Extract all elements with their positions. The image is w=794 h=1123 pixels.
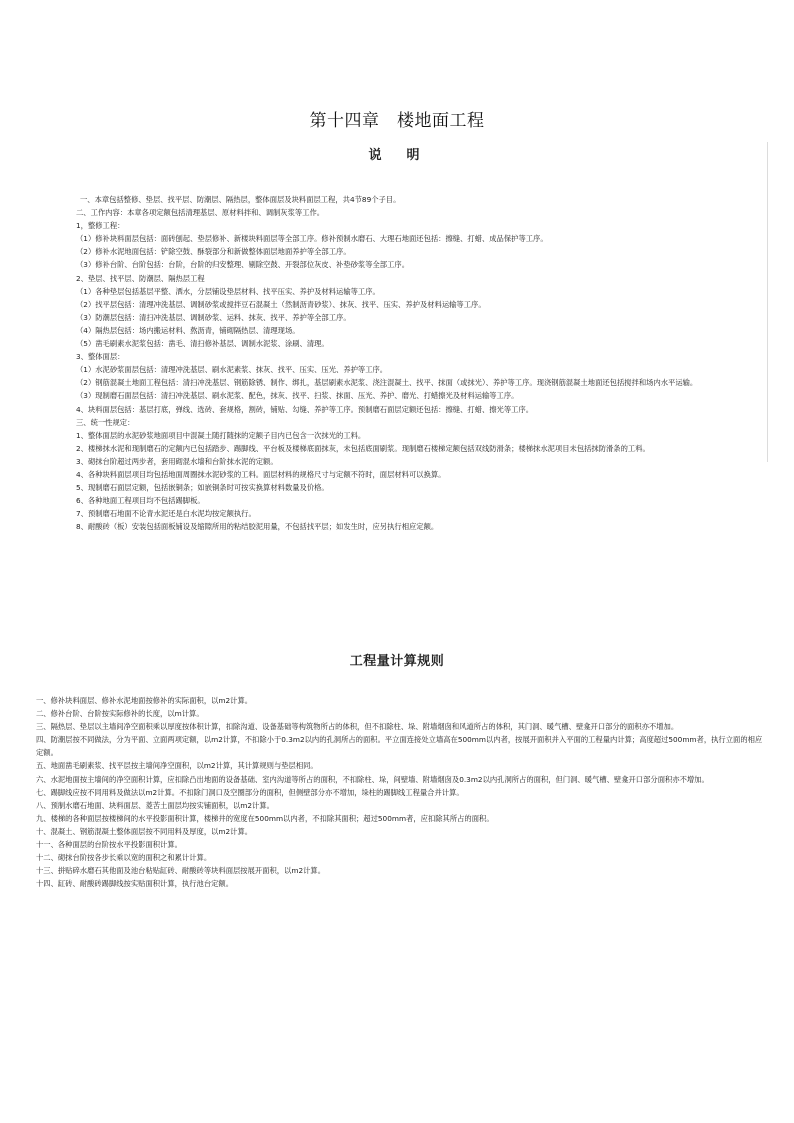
description-line: 7、预制磨石地面不论青水泥还是白水泥均按定额执行。 bbox=[76, 509, 256, 519]
description-line: 2、楼梯抹水泥和现制磨石的定额内已包括踏步、踢脚线、平台板及楼梯底面抹灰，未包括底面刷浆。现制磨石楼梯定额包括双线防滑条；楼梯抹水泥项目未包括抹防滑条的工料。 bbox=[76, 443, 650, 453]
description-line: 三、统一性规定： bbox=[76, 417, 135, 427]
rule-line: 七、踢脚线应按不同用料及做法以m2计算。不扣除门洞口及空圈部分的面积，但侧壁部分亦不增加，垛柱的踢脚线工程量合并计算。 bbox=[36, 787, 464, 797]
rule-line: 十一、各种面层的台阶按水平投影面积计算。 bbox=[36, 840, 182, 850]
description-line: （3）现制磨石面层包括：清扫冲洗基层、刷水泥浆、配色，抹灰、找平、扫浆、抹面、压光、养护、磨光、打蜡擦光及材料运输等工序。 bbox=[76, 391, 519, 401]
description-body bbox=[76, 193, 794, 533]
description-line: （3）防潮层包括：清扫冲洗基层、调制砂浆、运料、抹灰、找平、养护等全部工序。 bbox=[76, 312, 351, 322]
rules-heading: 工程量计算规则 bbox=[349, 654, 445, 669]
description-line: 3、砌抹台阶超过两步者，套用砌混水墙和台阶抹水泥的定额。 bbox=[76, 456, 278, 466]
description-line: （4）隔热层包括：场内搬运材料、熬沥青，铺砌隔热层、清理现场。 bbox=[76, 325, 300, 335]
description-line: 4、块料面层包括：基层打底，弹线、选砖、套规格，割砖，铺贴、勾缝、养护等工序。预制磨石面层定额还包括：擦缝、打蜡、擦光等工序。 bbox=[76, 404, 534, 414]
rule-line: 十二、砌抹台阶按各步长乘以宽的面积之和累计计算。 bbox=[36, 853, 212, 863]
rule-line: 三、隔热层、垫层以主墙间净空面积乘以厚度按体积计算，扣除沟道、设备基础等构筑物所占的体积，但不扣除柱、垛、附墙烟囱和风道所占的体积，其门洞、暖气槽、壁龛开口部分的面积亦不增加。 bbox=[36, 722, 679, 732]
rule-line: 六、水泥地面按主墙间的净空面积计算，应扣除凸出地面的设备基础、室内沟道等所占的面积，不扣除柱、垛，间壁墙、附墙烟囱及0.3m2以内孔洞所占的面积，但门洞、暖气槽、壁龛开口部分面积亦不增加。 bbox=[36, 774, 709, 784]
description-line: 8、耐酸砖（板）安装包括面板铺设及缩隙所用的粘结胶泥用量，不包括找平层；如发生时，应另执行相应定额。 bbox=[76, 522, 439, 532]
description-line: （1）修补块料面层包括：面砖刨起、垫层修补、新楼块料面层等全部工序。修补预制水磨石、大理石地面还包括：擦缝、打蜡、成品保护等工序。 bbox=[76, 234, 548, 244]
rule-line: 一、修补块料面层、修补水泥地面按修补的实际面积，以m2计算。 bbox=[36, 696, 253, 705]
description-line: （3）修补台阶、台阶包括：台阶，台阶的归安整理、剔除空鼓、开裂部位灰皮、补垫砂浆等全部工序。 bbox=[76, 260, 409, 270]
description-line: （2）找平层包括：清理冲洗基层、调制砂浆或搅拌豆石混凝土（然制沥青砂浆）、抹灰、找平、压实、养护及材料运输等工序。 bbox=[76, 299, 486, 309]
description-line: 一、本章包括整修、垫层、找平层、防潮层、隔热层，整体面层及块料面层工程，共4节89个子目。 bbox=[80, 195, 401, 204]
description-line: 4、各种块料面层项目均包括地面周圈抹水泥砂浆的工料。面层材料的规格尺寸与定额不符时，面层材料可以换算。 bbox=[76, 469, 446, 479]
rule-line: 五、地面凿毛刷素浆、找平层按主墙间净空面积，以m2计算，其计算规则与垫层相同。 bbox=[36, 761, 318, 771]
description-line: 二、工作内容：本章各项定额包括清理基层、原材料拌和、调制灰浆等工作。 bbox=[76, 208, 325, 218]
description-line: （2）修补水泥地面包括：铲除空鼓、酥裂部分和新做整体面层地面养护等全部工序。 bbox=[76, 247, 351, 257]
description-line: （1）各种垫层包括基层平整、洒水，分层铺设垫层材料、找平压实、养护及材料运输等工序。 bbox=[76, 286, 380, 296]
description-line: 3、整体面层： bbox=[76, 352, 125, 362]
rule-line: 十三、拼贴碎水磨石其他面及池台粘贴缸砖、耐酸砖等块料面层按展开面积，以m2计算。 bbox=[36, 866, 326, 876]
rule-line: 十、混凝土、钢筋混凝土整体面层按不同用料及厚度，以m2计算。 bbox=[36, 826, 253, 836]
rules-body bbox=[36, 694, 769, 890]
chapter-title: 第十四章 楼地面工程 bbox=[309, 111, 485, 131]
description-heading: 说 明 bbox=[368, 148, 426, 163]
description-line: 1、整体面层的水泥砂浆地面项目中混凝土随打随抹的定额子目内已包含一次抹光的工料。 bbox=[76, 430, 366, 440]
rule-line: 八、预制水磨石地面、块料面层、菱苦土面层均按实铺面积，以m2计算。 bbox=[36, 800, 274, 810]
description-line: （2）钢筋混凝土地面工程包括：清扫冲洗基层、钢筋除锈、制作、绑扎，基层刷素水泥浆、浇注混凝土、找平、抹面（或抹光）、养护等工序。现浇钢筋混凝土地面还包括搅拌和场内水平运输。 bbox=[76, 378, 698, 388]
description-line: 1，整修工程： bbox=[76, 221, 125, 231]
description-line: 5、现制磨石面层定额，包括嵌铜条；如嵌铜条时可按实换算材料数量及价格。 bbox=[76, 483, 329, 493]
rule-line: 二、修补台阶、台阶按实际修补的长度，以m计算。 bbox=[36, 709, 204, 719]
rule-line: 九、楼梯的各种面层按楼梯间的水平投影面积计算，楼梯井的宽度在500mm以内者，不扣除其面积；超过500mm者，应扣除其所占的面积。 bbox=[36, 813, 494, 823]
rule-line: 十四、缸砖、耐酸砖踢脚线按实贴面积计算，执行池台定额。 bbox=[36, 879, 234, 889]
description-line: 2、垫层、找平层、防潮层、隔热层工程 bbox=[76, 273, 205, 283]
rule-line: 四、防潮层按不同做法，分为平面、立面两项定额，以m2计算，不扣除小于0.3m2以内的孔洞所占的面积。平立面连接处立墙高在500mm以内者，按展开面积并入平面的工程量内计算；高度超过500mm者，执行立面的相应定额。 bbox=[36, 735, 763, 758]
description-line: （1）水泥砂浆面层包括：清理冲洗基层、刷水泥素浆、抹灰、找平、压实、压光、养护等工序。 bbox=[76, 365, 388, 375]
description-line: （5）凿毛刷素水泥浆包括：凿毛、清扫修补基层、调制水泥浆、涂刷、清理。 bbox=[76, 339, 329, 349]
description-line: 6、各种地面工程项目均不包括踢脚板。 bbox=[76, 496, 205, 506]
